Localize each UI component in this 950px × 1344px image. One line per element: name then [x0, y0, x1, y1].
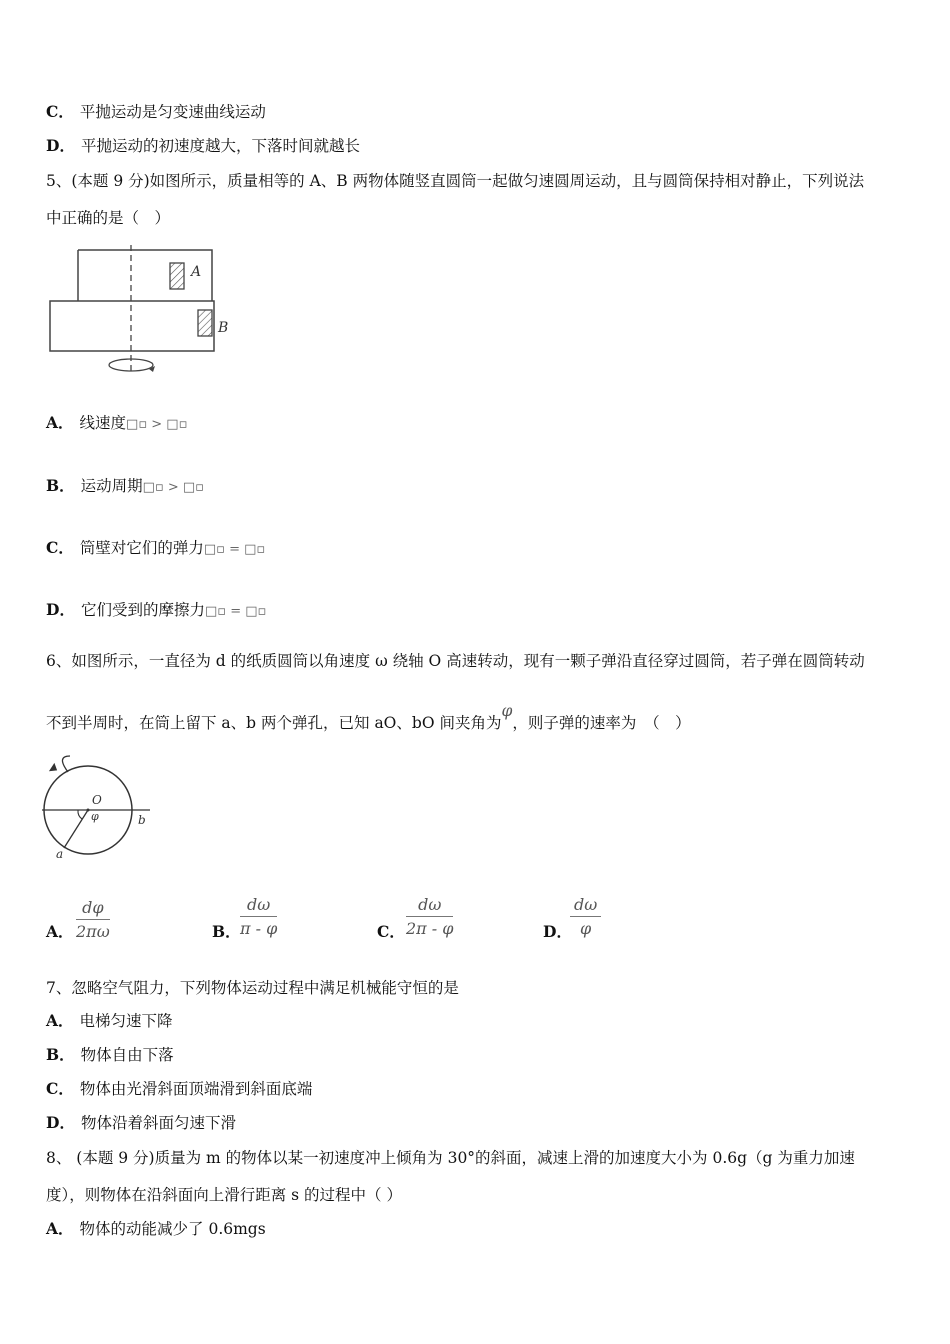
option-label: B． — [46, 476, 75, 495]
q5-stem-line2: 中正确的是（ ） — [46, 209, 171, 227]
q6-option-b-label: B． — [212, 922, 241, 941]
q6-option-d-fraction — [570, 895, 601, 938]
denominator: φ — [580, 919, 592, 938]
denominator: π - φ — [240, 919, 278, 938]
option-text: 物体由光滑斜面顶端滑到斜面底端 — [79, 1080, 313, 1098]
option-text: 运动周期 — [80, 477, 143, 495]
option-text: 物体自由下落 — [80, 1046, 174, 1064]
label-b: b — [138, 813, 146, 827]
q5-option-b — [46, 476, 204, 498]
option-formula: □▫ > □▫ — [142, 480, 204, 495]
option-text: 物体沿着斜面匀速下滑 — [80, 1114, 236, 1132]
label-a: a — [56, 847, 64, 861]
q6-option-c-label: C． — [377, 922, 405, 941]
option-formula: □▫ > □▫ — [126, 417, 188, 432]
q6-option-c-fraction — [406, 895, 453, 938]
cylinder-outline — [50, 250, 214, 351]
option-label: C． — [46, 538, 74, 557]
q6-stem-text: 不到半周时，在筒上留下 a、b 两个弹孔，已知 aO、bO 间夹角为 — [46, 714, 502, 732]
denominator: 2π - φ — [406, 919, 454, 938]
q6-cylinder-figure — [38, 752, 168, 864]
q7-option-d — [46, 1113, 236, 1133]
q8-option-a — [46, 1219, 266, 1239]
q6-option-a-label: A． — [46, 922, 74, 941]
option-formula: □▫ = □▫ — [203, 542, 266, 557]
option-text: 筒壁对它们的弹力 — [79, 539, 204, 557]
q8-stem-line1: 8、 (本题 9 分)质量为 m 的物体以某一初速度冲上倾角为 30°的斜面，减速上滑的加速度大小为 0.6g（g 为重力加速 — [46, 1149, 855, 1167]
q5-stem-line1: 5、(本题 9 分)如图所示，质量相等的 A、B 两物体随竖直圆筒一起做匀速圆周运动，且与圆筒保持相对静止，下列说法 — [46, 172, 865, 190]
option-text: 电梯匀速下降 — [79, 1012, 173, 1030]
q5-option-a — [46, 413, 187, 435]
option-text: 平抛运动的初速度越大，下落时间就越长 — [80, 137, 360, 155]
label-a: A — [191, 264, 202, 280]
option-formula: □▫ = □▫ — [204, 604, 267, 619]
q8-stem-line2: 度），则物体在沿斜面向上滑行距离 s 的过程中（ ） — [46, 1186, 402, 1204]
block-a — [170, 263, 184, 289]
option-label: B． — [46, 1045, 75, 1064]
option-label: A． — [46, 1011, 74, 1030]
numerator: dω — [570, 895, 601, 917]
option-label: C． — [46, 102, 74, 121]
numerator: dω — [406, 895, 453, 917]
q5-cylinder-figure — [44, 245, 244, 380]
q7-option-a — [46, 1011, 173, 1031]
q6-stem-line2 — [46, 702, 691, 733]
option-label: D． — [46, 136, 75, 155]
q7-option-b — [46, 1045, 174, 1065]
option-text: 平抛运动是匀变速曲线运动 — [79, 103, 266, 121]
option-text: 它们受到的摩擦力 — [80, 601, 205, 619]
option-label: A． — [46, 413, 74, 432]
q6-option-a-fraction — [76, 898, 110, 941]
radius-oa — [64, 810, 88, 848]
option-label: C． — [46, 1079, 74, 1098]
option-label: D． — [46, 1113, 75, 1132]
q7-option-c — [46, 1079, 312, 1099]
numerator: dφ — [76, 898, 110, 920]
phi-symbol: φ — [501, 702, 513, 720]
q6-option-b-fraction — [240, 895, 277, 938]
block-b — [198, 310, 212, 336]
q4-option-c — [46, 102, 266, 122]
numerator: dω — [240, 895, 277, 917]
label-o: O — [92, 793, 102, 807]
q6-option-d-label: D． — [543, 922, 572, 941]
q7-stem: 7、忽略空气阻力，下列物体运动过程中满足机械能守恒的是 — [46, 979, 459, 997]
q6-stem-line1: 6、如图所示，一直径为 d 的纸质圆筒以角速度 ω 绕轴 O 高速转动，现有一颗子弹沿直径穿过圆筒，若子弹在圆筒转动 — [46, 652, 865, 670]
q5-option-c — [46, 538, 265, 560]
option-text: 物体的动能减少了 0.6mgs — [79, 1220, 266, 1238]
option-label: A． — [46, 1219, 74, 1238]
label-b: B — [218, 320, 229, 336]
angle-arc — [78, 810, 82, 819]
q4-option-d — [46, 136, 360, 156]
label-phi: φ — [91, 810, 99, 823]
denominator: 2πω — [76, 922, 110, 941]
option-label: D． — [46, 600, 75, 619]
q5-option-d — [46, 600, 266, 622]
q6-stem-end: ，则子弹的速率为 （ ） — [512, 714, 691, 732]
option-text: 线速度 — [79, 414, 127, 432]
